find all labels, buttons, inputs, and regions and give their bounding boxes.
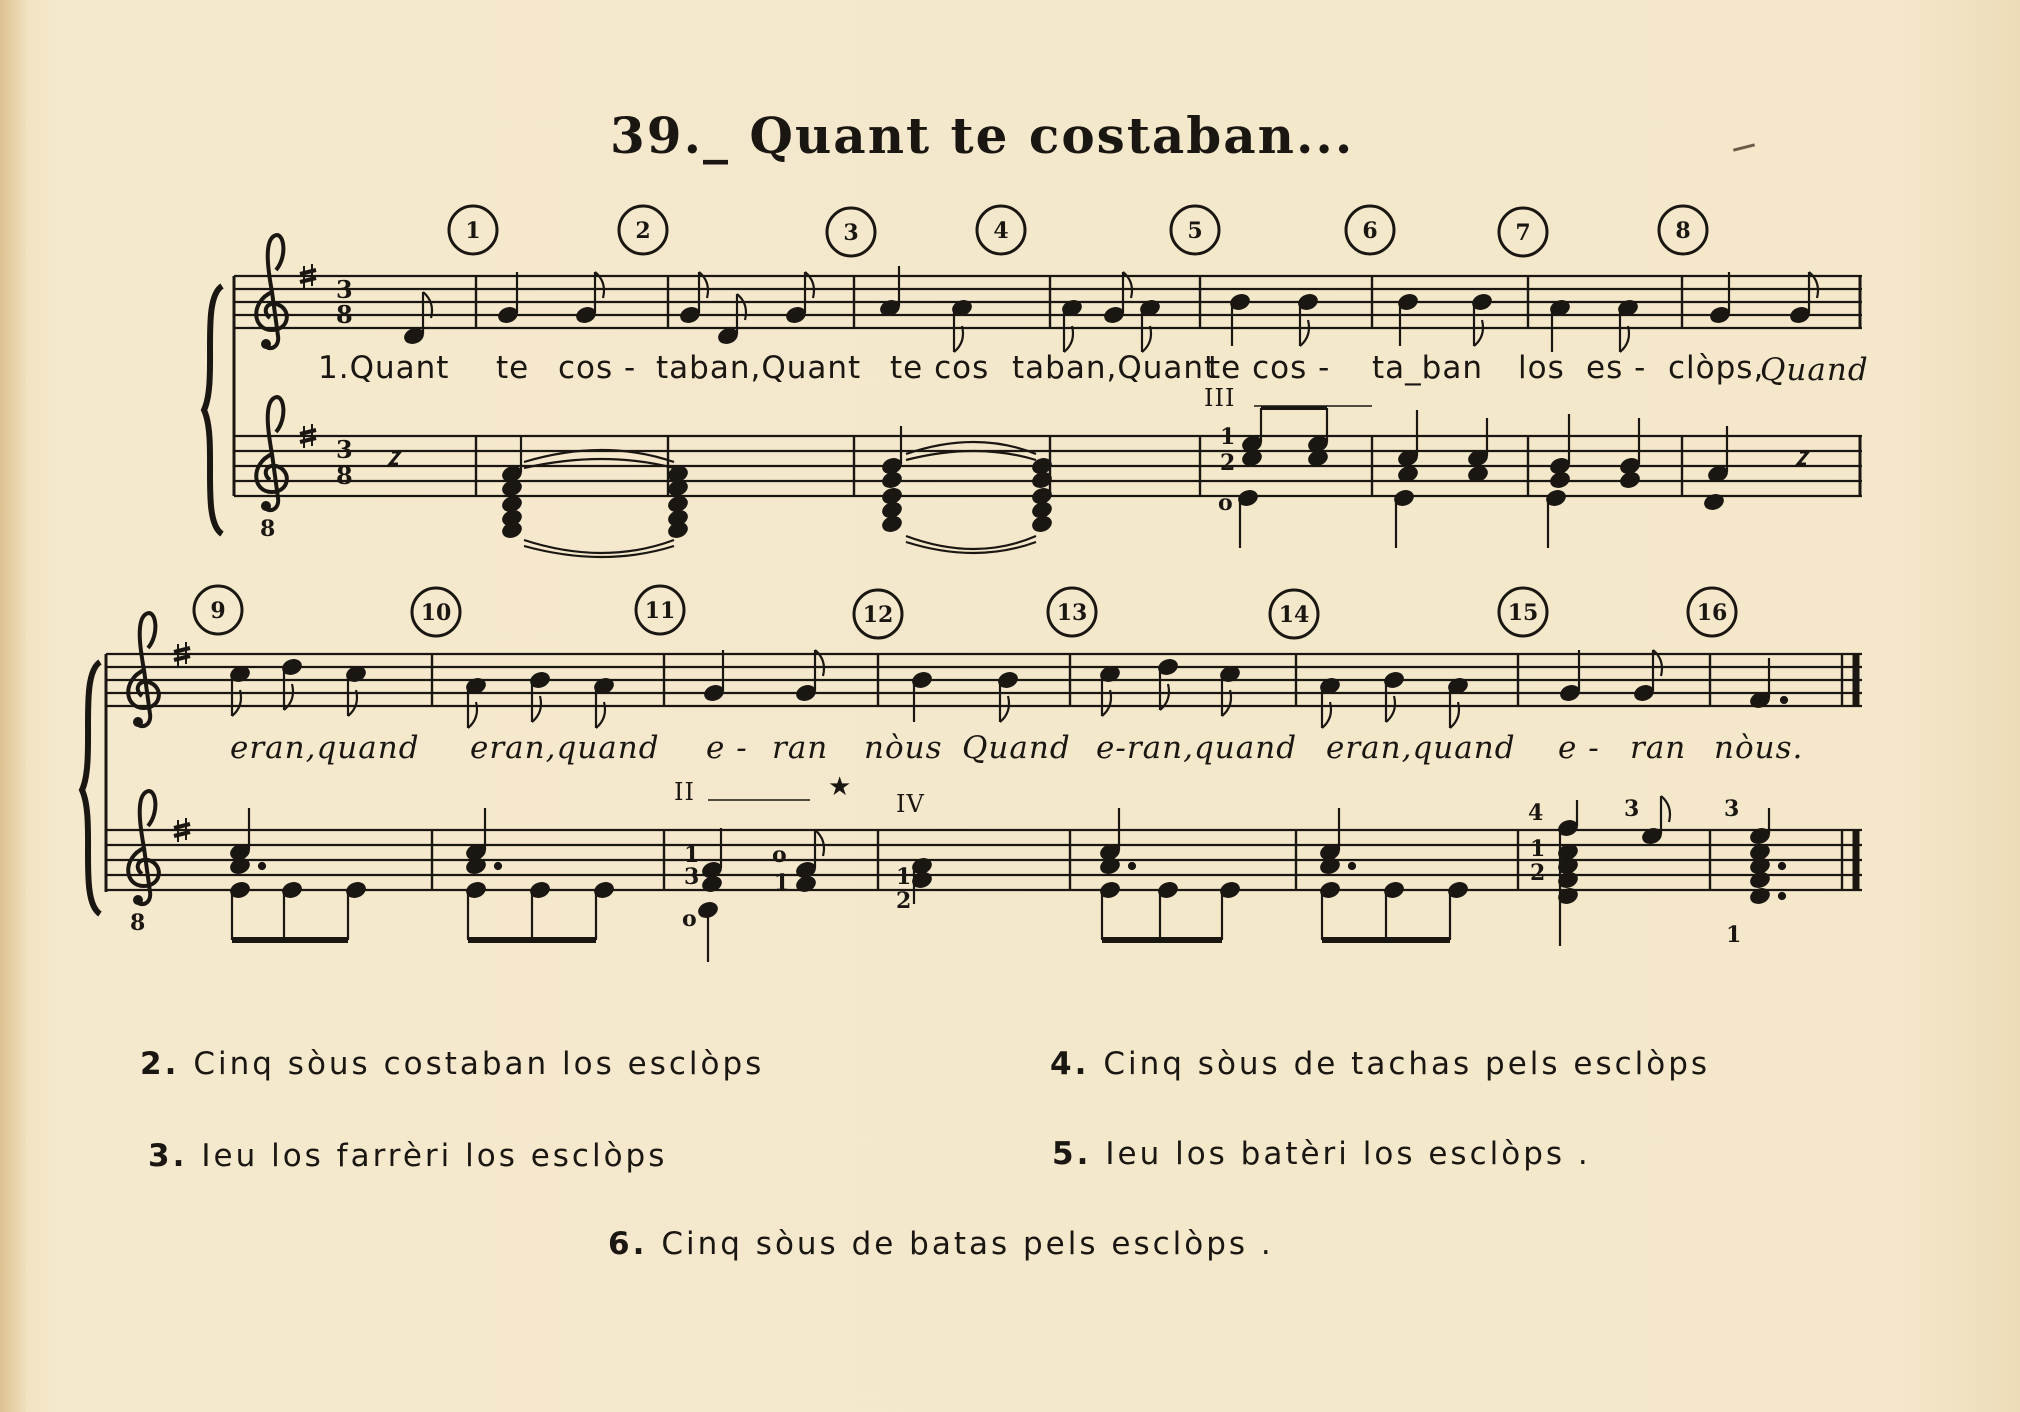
lyric-word: Quand: [1760, 352, 1869, 388]
lyric-word: clòps,: [1668, 350, 1765, 386]
measure-number-2: [619, 206, 667, 254]
svg-text:9: 9: [210, 598, 226, 624]
lyric-word: e -: [1558, 730, 1600, 766]
verse-text: Ieu los farrèri los esclòps: [201, 1138, 668, 1174]
lyric-word: nòus.: [1714, 730, 1804, 766]
fingering: 3: [684, 864, 700, 890]
fingering: 1: [684, 842, 700, 868]
lyric-word: Quand: [962, 730, 1071, 766]
position-mark-III: III: [1204, 384, 1236, 412]
lyric-word: los: [1518, 350, 1565, 386]
svg-text:2: 2: [635, 218, 651, 244]
treble-clef: [128, 613, 159, 727]
verse-number: 4.: [1050, 1046, 1090, 1082]
fingering: o: [1218, 490, 1233, 516]
fingering: 2: [1220, 450, 1236, 476]
fingering: 1: [774, 870, 790, 896]
lyric-word: e -: [706, 730, 748, 766]
fingering: o: [772, 842, 787, 868]
fingering: 4: [1528, 800, 1544, 826]
position-mark-II: II: [674, 778, 695, 806]
svg-text:8: 8: [1675, 218, 1691, 244]
position-mark-IV: IV: [896, 790, 925, 818]
measure-numbers: [194, 206, 1736, 638]
verse-text: Cinq sòus de tachas pels esclòps: [1103, 1046, 1711, 1082]
staff-upper-2: [106, 654, 1862, 706]
octave-mark: 8: [260, 516, 276, 542]
lyric-word: 1.Quant: [318, 350, 450, 386]
fingering: 3: [1624, 796, 1640, 822]
accompaniment-1: [390, 408, 1808, 557]
fingering: 2: [896, 888, 912, 914]
verse-number: 5.: [1052, 1136, 1092, 1172]
verse-number: 3.: [148, 1138, 188, 1174]
barlines-1: [476, 276, 1860, 496]
svg-text:5: 5: [1187, 218, 1203, 244]
lyric-word: taban,Quant: [656, 350, 862, 386]
measure-number-5: [1171, 206, 1219, 254]
svg-text:11: 11: [644, 598, 676, 624]
lyric-word: te cos -: [1208, 350, 1331, 386]
verse-text: Cinq sòus de batas pels esclòps .: [661, 1226, 1274, 1262]
lyric-word: ran: [1630, 730, 1687, 766]
svg-text:4: 4: [993, 218, 1009, 244]
fingering: 1: [1726, 922, 1742, 948]
verse-number: 6.: [608, 1226, 648, 1262]
piece-title: 39._ Quant te costaban...: [610, 106, 1355, 165]
measure-number-11: [636, 586, 684, 634]
lyric-word: taban,Quant: [1012, 350, 1218, 386]
fingering: 1: [1530, 836, 1546, 862]
lyric-word: te: [496, 350, 530, 386]
time-sig-lower: 8: [336, 461, 353, 490]
octave-mark: 8: [130, 910, 146, 936]
fingering: 2: [1530, 860, 1546, 886]
lyric-word: ran: [772, 730, 829, 766]
verse-6: [608, 1226, 1274, 1262]
measure-number-4: [977, 206, 1025, 254]
verse-text: Ieu los batèri los esclòps .: [1105, 1136, 1591, 1172]
measure-number-14: [1270, 590, 1318, 638]
lyric-word: cos -: [558, 350, 637, 386]
svg-text:15: 15: [1507, 600, 1539, 626]
lyric-word: nòus: [864, 730, 943, 766]
svg-text:1: 1: [465, 218, 481, 244]
measure-number-1: [449, 206, 497, 254]
verse-text: Cinq sòus costaban los esclòps: [193, 1046, 765, 1082]
measure-number-12: [854, 590, 902, 638]
lyric-word: ta_ban: [1372, 350, 1483, 386]
verse-5: [1052, 1136, 1591, 1172]
lyric-word: eran,quand: [470, 730, 660, 766]
lyric-word: e-ran,quand: [1096, 730, 1298, 766]
svg-text:14: 14: [1278, 602, 1310, 628]
melody-notes-2: [229, 650, 1787, 728]
fingering: 3: [1724, 796, 1740, 822]
svg-text:16: 16: [1696, 600, 1728, 626]
lyric-word: eran,quand: [1326, 730, 1516, 766]
system-1: [204, 235, 1862, 557]
svg-text:7: 7: [1515, 220, 1531, 246]
system-2: [82, 613, 1862, 962]
measure-number-8: [1659, 206, 1707, 254]
measure-number-7: [1499, 208, 1547, 256]
treble-clef: [256, 397, 287, 511]
measure-number-16: [1688, 588, 1736, 636]
fingering: o: [682, 906, 697, 932]
verse-4: [1050, 1046, 1710, 1082]
verse-3: [148, 1138, 667, 1174]
svg-text:10: 10: [420, 600, 452, 626]
lyric-word: te cos: [890, 350, 990, 386]
verse-2: [140, 1046, 764, 1082]
time-sig-upper: 3: [336, 435, 353, 464]
melody-notes-1: [403, 266, 1818, 352]
verse-number: 2.: [140, 1046, 180, 1082]
lyric-word: eran,quand: [230, 730, 420, 766]
accompaniment-2: [229, 796, 1785, 962]
measure-number-13: [1048, 588, 1096, 636]
fingering: 1: [1220, 424, 1236, 450]
staff-lower-2: [106, 830, 1862, 890]
fingering: 1: [896, 864, 912, 890]
treble-clef: [128, 791, 159, 905]
svg-text:13: 13: [1056, 600, 1088, 626]
brace: [204, 286, 222, 534]
measure-number-15: [1499, 588, 1547, 636]
lyric-word: es -: [1586, 350, 1647, 386]
svg-text:12: 12: [862, 602, 894, 628]
time-sig-lower: 8: [336, 300, 353, 329]
treble-clef: [256, 235, 287, 349]
measure-number-6: [1346, 206, 1394, 254]
svg-text:3: 3: [843, 220, 859, 246]
time-sig-upper: 3: [336, 275, 353, 304]
svg-text:6: 6: [1362, 218, 1378, 244]
harmonic-star-mark: ★: [828, 772, 853, 802]
measure-number-10: [412, 588, 460, 636]
staff-upper-1: [234, 276, 1862, 328]
measure-number-9: [194, 586, 242, 634]
measure-number-3: [827, 208, 875, 256]
